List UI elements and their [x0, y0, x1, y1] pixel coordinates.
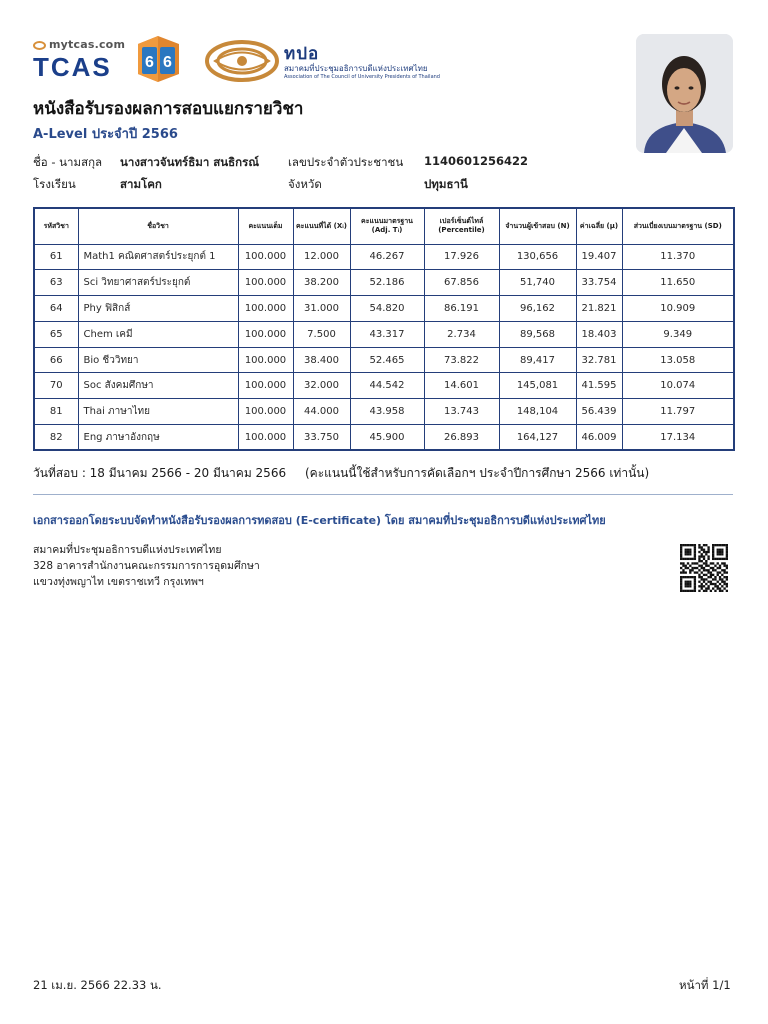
cell-sd: 17.134 [622, 425, 734, 451]
header-subject-code: รหัสวิชา [34, 208, 78, 244]
tcas-wordmark: TCAS [33, 52, 112, 82]
header-subject-name: ชื่อวิชา [78, 208, 238, 244]
cell-full-score: 100.000 [238, 244, 293, 270]
cell-adjusted-score: 52.465 [350, 347, 424, 373]
cell-subject-code: 64 [34, 296, 78, 322]
table-row [34, 270, 734, 296]
cell-sd: 10.909 [622, 296, 734, 322]
cell-raw-score: 31.000 [293, 296, 350, 322]
score-table [33, 207, 735, 451]
school-value: สามโคก [120, 177, 162, 191]
cell-adjusted-score: 54.820 [350, 296, 424, 322]
cell-subject-name: Eng ภาษาอังกฤษ [78, 425, 238, 451]
cell-sd: 11.650 [622, 270, 734, 296]
cell-percentile: 86.191 [424, 296, 499, 322]
cell-examinees: 148,104 [499, 399, 576, 425]
header-mean: ค่าเฉลี่ย (μ) [576, 208, 622, 244]
cell-mean: 56.439 [576, 399, 622, 425]
cupt-name-thai: สมาคมที่ประชุมอธิการบดีแห่งประเทศไทย [284, 64, 428, 73]
qr-code-icon [680, 544, 728, 592]
cell-subject-name: Thai ภาษาไทย [78, 399, 238, 425]
cupt-emblem-icon [205, 40, 279, 82]
badge-digit-left: 6 [145, 54, 154, 71]
cell-raw-score: 33.750 [293, 425, 350, 451]
province-value: ปทุมธานี [424, 177, 468, 191]
score-table-body [34, 244, 734, 450]
printed-timestamp: 21 เม.ย. 2566 22.33 น. [33, 978, 162, 992]
cell-subject-name: Sci วิทยาศาสตร์ประยุกต์ [78, 270, 238, 296]
cell-examinees: 164,127 [499, 425, 576, 451]
cell-sd: 11.797 [622, 399, 734, 425]
cell-percentile: 14.601 [424, 373, 499, 399]
cell-sd: 13.058 [622, 347, 734, 373]
cell-percentile: 67.856 [424, 270, 499, 296]
cell-sd: 11.370 [622, 244, 734, 270]
cell-subject-code: 66 [34, 347, 78, 373]
cell-adjusted-score: 46.267 [350, 244, 424, 270]
cell-percentile: 73.822 [424, 347, 499, 373]
cell-full-score: 100.000 [238, 270, 293, 296]
cell-mean: 46.009 [576, 425, 622, 451]
table-row [34, 373, 734, 399]
cell-percentile: 26.893 [424, 425, 499, 451]
table-row [34, 425, 734, 451]
usage-note: (คะแนนนี้ใช้สำหรับการคัดเลือกฯ ประจำปีการศึกษา 2566 เท่านั้น) [305, 466, 650, 480]
table-row [34, 244, 734, 270]
cell-subject-code: 82 [34, 425, 78, 451]
table-header-row [34, 208, 734, 244]
id-value: 1140601256422 [424, 154, 529, 168]
cell-examinees: 130,656 [499, 244, 576, 270]
cell-percentile: 2.734 [424, 321, 499, 347]
cell-examinees: 145,081 [499, 373, 576, 399]
cell-mean: 21.821 [576, 296, 622, 322]
ecertificate-statement: เอกสารออกโดยระบบจัดทำหนังสือรับรองผลการทดสอบ (E-certificate) โดย สมาคมที่ประชุมอธิการบดีแห่งประเทศไทย [33, 514, 606, 527]
exam-date: วันที่สอบ : 18 มีนาคม 2566 - 20 มีนาคม 2566 [33, 466, 287, 480]
cell-full-score: 100.000 [238, 399, 293, 425]
cell-raw-score: 7.500 [293, 321, 350, 347]
document-subtitle: A-Level ประจำปี 2566 [33, 127, 178, 142]
cell-subject-code: 65 [34, 321, 78, 347]
mytcas-url: mytcas.com [49, 38, 126, 51]
cell-full-score: 100.000 [238, 373, 293, 399]
cell-subject-name: Soc สังคมศึกษา [78, 373, 238, 399]
cell-full-score: 100.000 [238, 425, 293, 451]
cell-subject-name: Chem เคมี [78, 321, 238, 347]
cell-full-score: 100.000 [238, 296, 293, 322]
header-full-score: คะแนนเต็ม [238, 208, 293, 244]
cell-examinees: 96,162 [499, 296, 576, 322]
name-value: นางสาวจันทร์ธิมา สนธิกรณ์ [120, 155, 259, 169]
cell-subject-code: 63 [34, 270, 78, 296]
cell-subject-name: Math1 คณิตศาสตร์ประยุกต์ 1 [78, 244, 238, 270]
cupt-abbreviation: ทปอ [284, 44, 320, 64]
address-line: แขวงทุ่งพญาไท เขตราชเทวี กรุงเทพฯ [33, 576, 204, 588]
address-line: 328 อาคารสำนักงานคณะกรรมการการอุดมศึกษา [33, 560, 260, 572]
cell-percentile: 17.926 [424, 244, 499, 270]
cell-adjusted-score: 45.900 [350, 425, 424, 451]
cell-adjusted-score: 44.542 [350, 373, 424, 399]
header-raw-score: คะแนนที่ได้ (Xᵢ) [293, 208, 350, 244]
divider [33, 494, 733, 495]
header-sd: ส่วนเบี่ยงเบนมาตรฐาน (SD) [622, 208, 734, 244]
header-examinees: จำนวนผู้เข้าสอบ (N) [499, 208, 576, 244]
cell-examinees: 89,417 [499, 347, 576, 373]
cell-subject-name: Phy ฟิสิกส์ [78, 296, 238, 322]
cell-full-score: 100.000 [238, 321, 293, 347]
cell-subject-code: 81 [34, 399, 78, 425]
cell-adjusted-score: 43.958 [350, 399, 424, 425]
province-label: จังหวัด [288, 177, 322, 191]
cell-full-score: 100.000 [238, 347, 293, 373]
badge-digit-right: 6 [163, 54, 172, 71]
table-row [34, 347, 734, 373]
tcas66-badge-icon [134, 34, 181, 83]
cell-mean: 18.403 [576, 321, 622, 347]
address-line: สมาคมที่ประชุมอธิการบดีแห่งประเทศไทย [33, 544, 222, 556]
cell-raw-score: 32.000 [293, 373, 350, 399]
cell-subject-name: Bio ชีววิทยา [78, 347, 238, 373]
cell-raw-score: 12.000 [293, 244, 350, 270]
header-adjusted-score: คะแนนมาตรฐาน (Adj. Tᵢ) [350, 208, 424, 244]
id-label: เลขประจำตัวประชาชน [288, 155, 404, 169]
table-row [34, 399, 734, 425]
cell-raw-score: 44.000 [293, 399, 350, 425]
cell-mean: 19.407 [576, 244, 622, 270]
table-row [34, 321, 734, 347]
school-label: โรงเรียน [33, 177, 76, 191]
student-photo [636, 34, 733, 153]
name-label: ชื่อ - นามสกุล [33, 155, 103, 169]
cell-subject-code: 70 [34, 373, 78, 399]
cell-raw-score: 38.400 [293, 347, 350, 373]
document-title: หนังสือรับรองผลการสอบแยกรายวิชา [33, 99, 304, 119]
mytcas-ring-icon [33, 41, 46, 50]
cell-mean: 41.595 [576, 373, 622, 399]
student-portrait-icon [636, 34, 733, 153]
mytcas-logo-text [33, 38, 125, 51]
cell-mean: 32.781 [576, 347, 622, 373]
cell-sd: 9.349 [622, 321, 734, 347]
cell-raw-score: 38.200 [293, 270, 350, 296]
header-percentile: เปอร์เซ็นต์ไทล์ (Percentile) [424, 208, 499, 244]
cell-mean: 33.754 [576, 270, 622, 296]
table-row [34, 296, 734, 322]
cell-percentile: 13.743 [424, 399, 499, 425]
page-number: หน้าที่ 1/1 [679, 978, 731, 992]
cell-subject-code: 61 [34, 244, 78, 270]
cell-examinees: 89,568 [499, 321, 576, 347]
cupt-name-english: Association of The Council of University Presidents of Thailand [284, 74, 440, 80]
cell-sd: 10.074 [622, 373, 734, 399]
cell-adjusted-score: 52.186 [350, 270, 424, 296]
cell-examinees: 51,740 [499, 270, 576, 296]
cell-adjusted-score: 43.317 [350, 321, 424, 347]
